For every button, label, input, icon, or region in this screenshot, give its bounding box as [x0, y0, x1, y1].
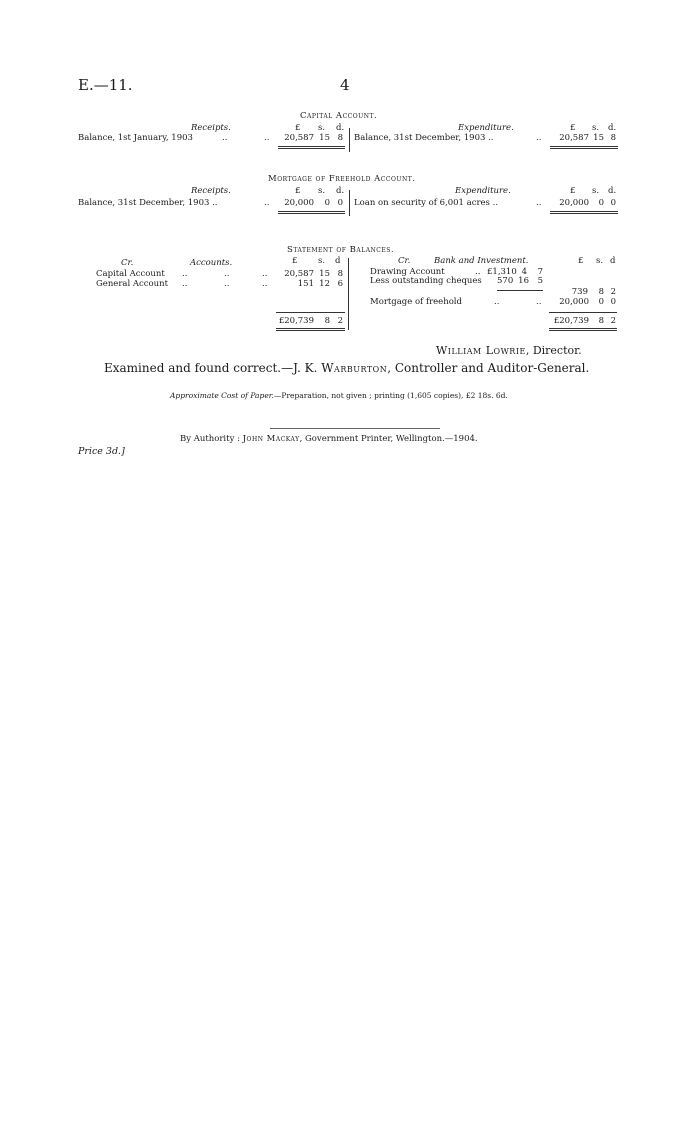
balances-general-label: General Account	[96, 279, 169, 289]
capital-divider	[349, 128, 350, 152]
balances-right-total-shillings: 8	[598, 316, 604, 326]
balances-capital-shillings: 15	[319, 269, 330, 279]
cost-note-label: Approximate Cost of Paper.	[170, 391, 274, 400]
mortgage-right-total-rule	[550, 211, 618, 214]
audit-suffix: , Controller and Auditor-General.	[387, 361, 590, 375]
balances-outstanding-shillings: 16	[518, 276, 529, 286]
balances-left-total-bottom-rule	[276, 328, 345, 331]
capital-expenditure-pence: 8	[610, 133, 616, 143]
balances-outstanding-pence: 5	[537, 276, 543, 286]
balances-net-bank-pence: 2	[610, 287, 616, 297]
balances-net-bank-shillings: 8	[598, 287, 604, 297]
balances-right-total-bottom-rule	[549, 328, 617, 331]
mortgage-left-pence-symbol: d.	[336, 186, 345, 196]
capital-right-shillings-symbol: s.	[592, 123, 600, 133]
mortgage-receipt-pence: 0	[337, 198, 343, 208]
balances-capital-label: Capital Account	[96, 269, 165, 279]
balances-mortgage-pence: 0	[610, 297, 616, 307]
capital-receipt-pence: 8	[337, 133, 343, 143]
imprint-printer: John Mackay	[242, 434, 300, 444]
balances-general-pounds: 151	[297, 279, 314, 289]
balances-left-cr: Cr.	[121, 258, 134, 268]
imprint-prefix: By Authority :	[180, 434, 243, 444]
mortgage-divider	[349, 190, 350, 216]
mortgage-expenditure-shillings: 0	[598, 198, 604, 208]
imprint	[180, 434, 478, 444]
capital-right-total-rule	[550, 146, 618, 149]
balances-capital-dots: ..	[182, 269, 188, 279]
mortgage-right-pence-symbol: d.	[608, 186, 617, 196]
mortgage-receipts-heading: Receipts.	[191, 186, 231, 196]
mortgage-account-title: Mortgage of Freehold Account.	[268, 174, 416, 184]
mortgage-expenditure-pounds: 20,000	[559, 198, 589, 208]
balances-capital-pence: 8	[337, 269, 343, 279]
audit-prefix: Examined and found correct.—J. K.	[104, 361, 322, 375]
balances-drawing-pence: 7	[537, 267, 543, 277]
balances-capital-dots: ..	[224, 269, 230, 279]
balances-mortgage-dots: ..	[536, 297, 542, 307]
capital-expenditure-label: Balance, 31st December, 1903 ..	[354, 133, 494, 143]
capital-receipt-pounds: 20,587	[284, 133, 314, 143]
balances-general-dots: ..	[182, 279, 188, 289]
balances-drawing-amount: £1,310	[487, 267, 517, 277]
capital-right-pound-symbol: £	[570, 123, 576, 133]
capital-receipt-shillings: 15	[319, 133, 330, 143]
capital-left-shillings-symbol: s.	[318, 123, 326, 133]
capital-receipt-label: Balance, 1st January, 1903	[78, 133, 193, 143]
balances-divider	[348, 258, 349, 330]
balances-general-pence: 6	[337, 279, 343, 289]
balances-capital-dots: ..	[262, 269, 268, 279]
balances-outstanding-label: Less outstanding cheques	[370, 276, 482, 286]
balances-left-shillings-symbol: s.	[318, 256, 326, 266]
balances-capital-pounds: 20,587	[284, 269, 314, 279]
mortgage-right-pound-symbol: £	[570, 186, 576, 196]
balances-right-pence-symbol: d	[610, 256, 616, 266]
mortgage-expenditure-pence: 0	[610, 198, 616, 208]
balances-general-dots: ..	[262, 279, 268, 289]
capital-expenditure-heading: Expenditure.	[458, 123, 514, 133]
imprint-rule	[270, 428, 440, 429]
balances-left-pound-symbol: £	[292, 256, 298, 266]
mortgage-receipt-pounds: 20,000	[284, 198, 314, 208]
balances-left-total-shillings: 8	[324, 316, 330, 326]
mortgage-expenditure-heading: Expenditure.	[455, 186, 511, 196]
balances-outstanding-amount: 570	[497, 276, 514, 286]
capital-receipt-dots: ..	[264, 133, 270, 143]
balances-right-pound-symbol: £	[578, 256, 584, 266]
imprint-suffix: , Government Printer, Wellington.—1904.	[299, 434, 478, 444]
price: Price 3d.]	[78, 446, 125, 457]
document-code: E.—11.	[78, 76, 133, 94]
mortgage-expenditure-dots: ..	[536, 198, 542, 208]
balances-right-shillings-symbol: s.	[596, 256, 604, 266]
balances-mortgage-dots: ..	[494, 297, 500, 307]
balances-drawing-dots: ..	[475, 267, 481, 277]
cost-note-text: —Preparation, not given ; printing (1,605 copies), £2 18s. 6d.	[273, 391, 508, 400]
balances-mortgage-shillings: 0	[598, 297, 604, 307]
capital-left-pence-symbol: d.	[336, 123, 345, 133]
mortgage-receipt-shillings: 0	[324, 198, 330, 208]
mortgage-left-shillings-symbol: s.	[318, 186, 326, 196]
audit-line	[104, 361, 589, 375]
balances-general-shillings: 12	[319, 279, 330, 289]
balances-mortgage-pounds: 20,000	[559, 297, 589, 307]
balances-right-total-pounds: £20,739	[553, 316, 589, 326]
capital-receipt-dots: ..	[222, 133, 228, 143]
signature-line	[436, 344, 582, 357]
balances-right-total-pence: 2	[610, 316, 616, 326]
mortgage-expenditure-label: Loan on security of 6,001 acres ..	[354, 198, 499, 208]
balances-right-cr: Cr.	[398, 256, 411, 266]
signatory-title: , Director.	[525, 344, 582, 357]
page-number: 4	[340, 76, 350, 94]
capital-receipts-heading: Receipts.	[191, 123, 231, 133]
balances-mortgage-label: Mortgage of freehold	[370, 297, 462, 307]
mortgage-right-shillings-symbol: s.	[592, 186, 600, 196]
balances-right-heading: Bank and Investment.	[434, 256, 529, 266]
balances-general-dots: ..	[224, 279, 230, 289]
balances-title: Statement of Balances.	[287, 245, 395, 255]
signatory-name: William Lowrie	[436, 344, 526, 357]
balances-drawing-label: Drawing Account	[370, 267, 445, 277]
auditor-name: Warburton	[321, 361, 388, 375]
capital-account-title: Capital Account.	[300, 111, 378, 121]
balances-left-total-pounds: £20,739	[278, 316, 314, 326]
mortgage-receipt-dots: ..	[264, 198, 270, 208]
cost-note	[170, 391, 508, 400]
mortgage-left-total-rule	[278, 211, 345, 214]
capital-right-pence-symbol: d.	[608, 123, 617, 133]
mortgage-receipt-label: Balance, 31st December, 1903 ..	[78, 198, 218, 208]
capital-expenditure-pounds: 20,587	[559, 133, 589, 143]
balances-left-total-pence: 2	[337, 316, 343, 326]
balances-left-heading: Accounts.	[190, 258, 233, 268]
balances-cheques-rule	[497, 290, 543, 291]
capital-left-total-rule	[278, 146, 345, 149]
capital-expenditure-dots: ..	[536, 133, 542, 143]
capital-expenditure-shillings: 15	[593, 133, 604, 143]
mortgage-left-pound-symbol: £	[295, 186, 301, 196]
balances-right-total-top-rule	[549, 312, 617, 313]
balances-left-total-top-rule	[276, 312, 345, 313]
balances-left-pence-symbol: d	[335, 256, 341, 266]
balances-net-bank-pounds: 739	[571, 287, 588, 297]
capital-left-pound-symbol: £	[295, 123, 301, 133]
balances-drawing-shillings: 4	[521, 267, 527, 277]
